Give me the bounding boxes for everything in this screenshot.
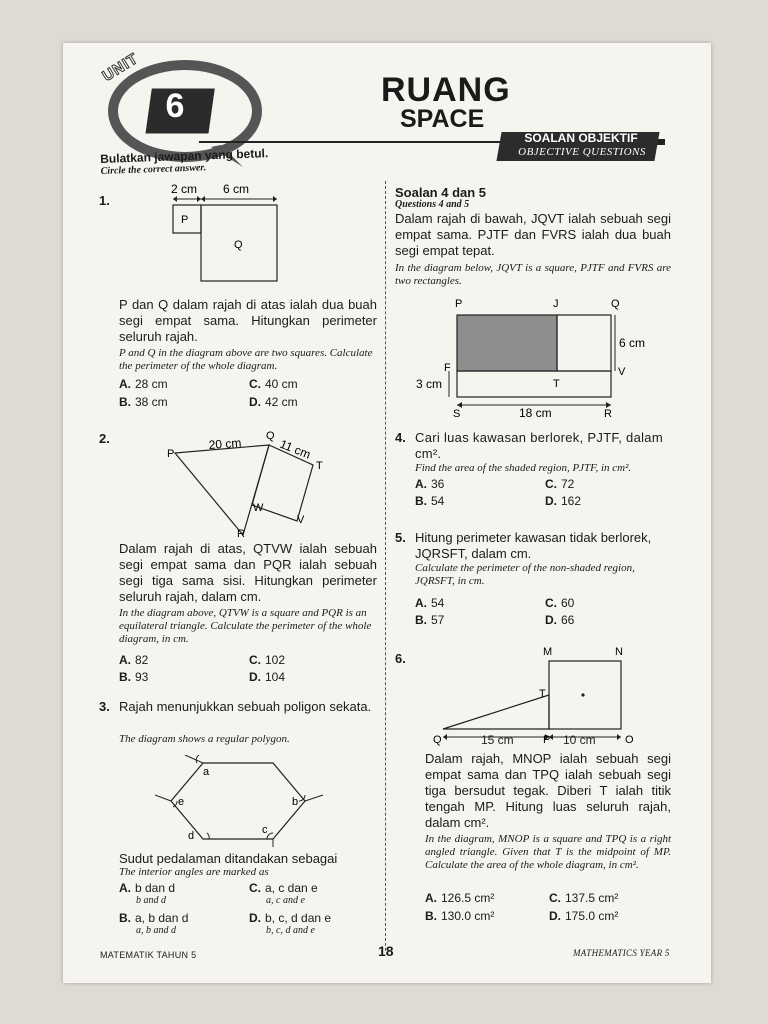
q4-option-b[interactable]: B. 54 [415,494,445,508]
q2-label-v: V [297,514,305,526]
q4-option-c[interactable]: C. 72 [545,477,575,491]
q6-label-p: P [543,734,551,746]
q6-label-o: O [625,734,634,746]
section-subtitle: OBJECTIVE QUESTIONS [518,146,646,158]
page-number: 18 [378,943,394,959]
q4-option-a[interactable]: A. 36 [415,477,445,491]
q3-text-en: The diagram shows a regular polygon. [119,733,290,745]
q45-label-j: J [553,298,559,310]
q6-label-m: M [543,646,553,658]
q3-angle-e: e [178,796,185,808]
q3-option-c[interactable]: C. a, c dan e a, c and e [249,881,318,906]
page-title: RUANG [381,71,511,109]
q6-dim-10cm: 10 cm [563,733,596,747]
q3-option-a[interactable]: A. b dan d b and d [119,881,176,906]
q3-diagram [155,755,325,847]
q5-text: Hitung perimeter kawasan tidak berlorek, JQRSFT, dalam cm. [415,530,652,561]
unit-number: 6 [165,87,185,125]
q5-option-b[interactable]: B. 57 [415,613,445,627]
q3-question-en: The interior angles are marked as [119,866,269,878]
q2-label-w: W [253,502,264,514]
column-divider [385,181,386,951]
q2-dim-pq: 20 cm [208,435,242,452]
q45-label-r: R [604,408,612,420]
q2-option-c[interactable]: C. 102 [249,653,286,667]
q1-option-b[interactable]: B. 38 cm [119,395,168,409]
q5-option-d[interactable]: D. 66 [545,613,575,627]
q6-option-d[interactable]: D. 175.0 cm² [549,909,619,923]
header-rule-end [657,139,665,145]
q2-label-q: Q [266,430,275,442]
q3-text: Rajah menunjukkan sebuah poligon sekata. [119,699,372,714]
q6-text: Dalam rajah, MNOP ialah sebuah segi empat sama dan TPQ ialah sebuah segi tiga bersudut tegak. Diberi T ialah titik tengah MP. Hitung luas seluruh rajah, dalam cm². [425,751,671,830]
q4-text: Cari luas kawasan berlorek, PJTF, dalam cm². [415,430,663,461]
q4-number: 4. [395,430,406,445]
q3-angle-a: a [203,766,210,778]
q45-label-p: P [455,298,463,310]
q3-angle-d: d [188,830,195,842]
q6-label-q: Q [433,734,442,746]
q1-label-q: Q [234,239,243,251]
q45-shaded-region [457,315,557,371]
q2-label-p: P [167,448,175,460]
q2-option-b[interactable]: B. 93 [119,670,149,684]
q3-option-d[interactable]: D. b, c, d dan e b, c, d and e [249,911,332,936]
q45-dim-18cm: 18 cm [519,406,552,420]
q45-dim-3cm: 3 cm [416,377,443,391]
q45-text: Dalam rajah di bawah, JQVT ialah sebuah segi empat sama. PJTF dan FVRS ialah dua buah segi empat tepat. [395,211,671,258]
worksheet-page [63,43,711,983]
q2-diagram [163,425,343,540]
q1-option-d[interactable]: D. 42 cm [249,395,298,409]
q45-diagram [415,295,665,420]
q3-angle-c: c [262,824,268,836]
q6-option-b[interactable]: B. 130.0 cm² [425,909,495,923]
instructions-text: Bulatkan jawapan yang betul. [100,146,269,166]
q6-diagram [431,643,641,747]
q5-option-c[interactable]: C. 60 [545,596,575,610]
q45-heading: Soalan 4 dan 5 [395,185,487,200]
q2-option-a[interactable]: A. 82 [119,653,149,667]
q45-label-q: Q [611,298,620,310]
q1-dim-a: 2 cm [171,182,198,196]
page-subtitle: SPACE [400,105,485,133]
footer-left: MATEMATIK TAHUN 5 [100,950,197,960]
q2-dim-qt: 11 cm [277,436,313,462]
q6-dim-15cm: 15 cm [481,733,514,747]
q2-text: Dalam rajah di atas, QTVW ialah sebuah segi empat sama dan PQR ialah sebuah segi tiga sama sisi. Hitungkan perimeter seluruh rajah, dalam cm. [119,541,377,604]
q2-option-d[interactable]: D. 104 [249,670,286,684]
q45-heading-en: Questions 4 and 5 [395,199,470,210]
q1-text: P dan Q dalam rajah di atas ialah dua buah segi empat sama. Hitungkan perimeter seluruh rajah. [119,297,377,344]
q6-text-en: In the diagram, MNOP is a square and TPQ is a right angled triangle. Given that T is the midpoint of MP. Calculate the area of the whole diagram, in cm². [425,833,671,871]
q6-option-a[interactable]: A. 126.5 cm² [425,891,495,905]
q45-text-en: In the diagram below, JQVT is a square, PJTF and FVRS are two rectangles. [395,262,671,287]
footer-right: MATHEMATICS YEAR 5 [573,948,670,958]
q2-label-r: R [237,528,245,540]
q5-number: 5. [395,530,406,545]
q3-angle-b: b [292,796,299,808]
q45-label-t: T [553,378,560,390]
q2-number: 2. [99,431,110,446]
q45-dim-6cm: 6 cm [619,336,646,350]
q1-option-c[interactable]: C. 40 cm [249,377,298,391]
q5-option-a[interactable]: A. 54 [415,596,445,610]
q2-text-en: In the diagram above, QTVW is a square and PQR is an equilateral triangle. Calculate the perimeter of the whole diagram, in cm. [119,607,372,645]
q1-text-en: P and Q in the diagram above are two squares. Calculate the perimeter of the whole diagram. [119,347,373,372]
q45-label-s: S [453,408,461,420]
q1-option-a[interactable]: A. 28 cm [119,377,168,391]
q45-label-f: F [444,362,451,374]
q1-diagram [167,181,287,291]
q6-option-c[interactable]: C. 137.5 cm² [549,891,619,905]
q3-number: 3. [99,699,110,714]
unit-label: UNIT [99,49,142,86]
q3-question: Sudut pedalaman ditandakan sebagai [119,851,338,866]
section-title: SOALAN OBJEKTIF [524,131,638,145]
q1-dim-b: 6 cm [223,182,250,196]
q45-label-v: V [618,366,626,378]
q2-label-t: T [316,460,323,472]
q3-option-b[interactable]: B. a, b dan d a, b and d [119,911,189,936]
instructions-text-en: Circle the correct answer. [100,162,207,177]
q6-label-t: T [539,688,546,700]
q6-number: 6. [395,651,406,666]
q5-text-en: Calculate the perimeter of the non-shaded region, JQRSFT, in cm. [415,562,635,587]
q4-text-en: Find the area of the shaded region, PJTF, in cm². [415,462,632,474]
q1-label-p: P [181,214,189,226]
q6-label-n: N [615,646,623,658]
q4-option-d[interactable]: D. 162 [545,494,582,508]
q1-number: 1. [99,193,110,208]
